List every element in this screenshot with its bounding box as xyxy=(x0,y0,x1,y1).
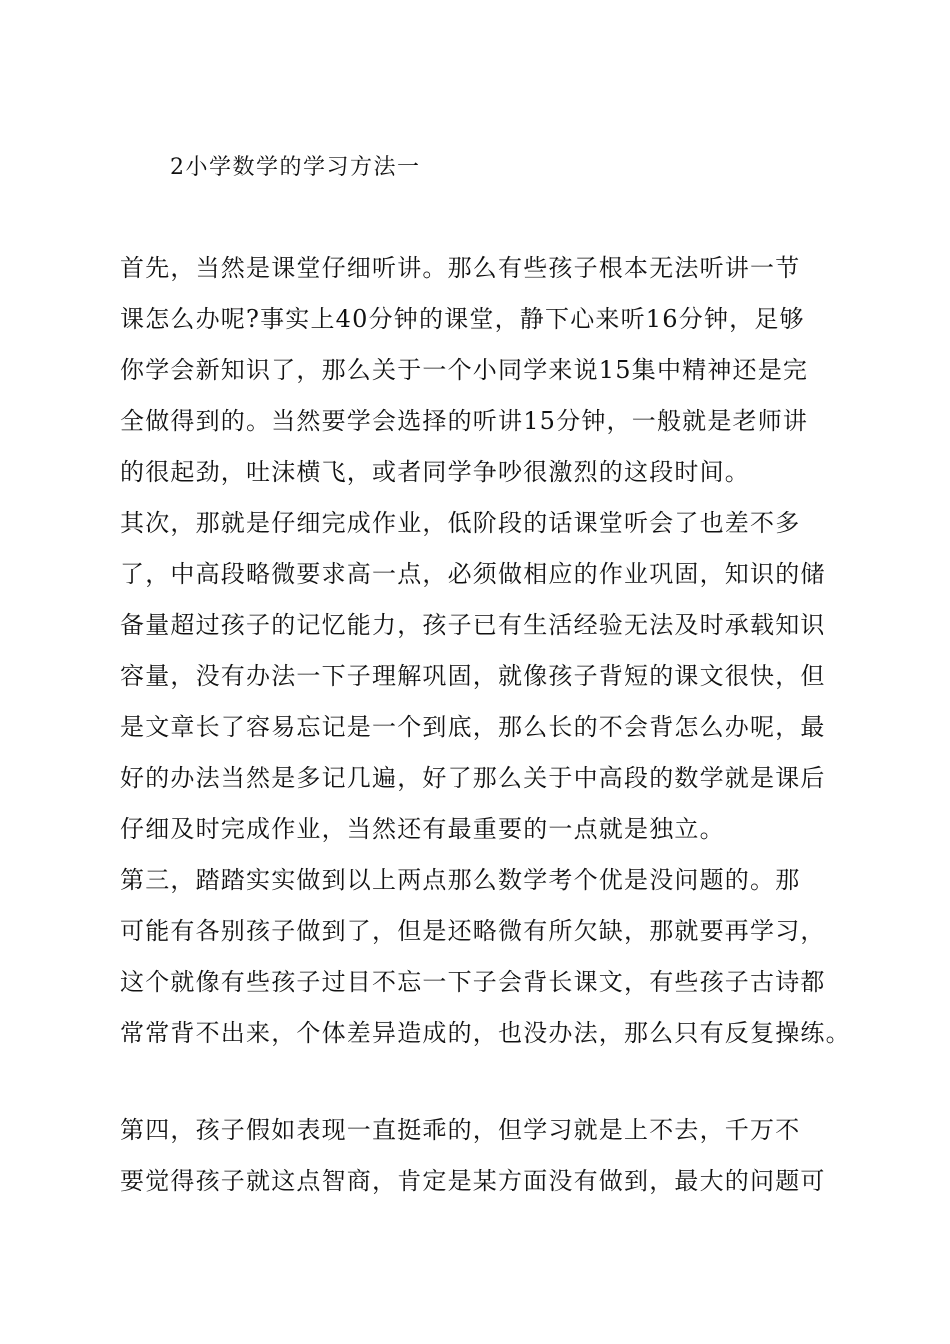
paragraph-line: 好的办法当然是多记几遍，好了那么关于中高段的数学就是课后 xyxy=(120,764,826,792)
paragraph-line: 可能有各别孩子做到了，但是还略微有所欠缺，那就要再学习， xyxy=(120,917,826,945)
paragraph-line: 第四，孩子假如表现一直挺乖的，但学习就是上不去，千万不 xyxy=(120,1116,801,1144)
paragraph-line: 全做得到的。当然要学会选择的听讲15分钟，一般就是老师讲 xyxy=(120,407,809,435)
paragraph-line: 常常背不出来，个体差异造成的，也没办法，那么只有反复操练。 xyxy=(120,1019,851,1047)
paragraph-line: 的很起劲，吐沫横飞，或者同学争吵很激烈的这段时间。 xyxy=(120,458,750,486)
paragraph-line: 课怎么办呢?事实上40分钟的课堂，静下心来听16分钟，足够 xyxy=(120,305,805,333)
paragraph-line: 你学会新知识了，那么关于一个小同学来说15集中精神还是完 xyxy=(120,356,809,384)
paragraph-line: 是文章长了容易忘记是一个到底，那么长的不会背怎么办呢，最 xyxy=(120,713,826,741)
paragraph-line: 仔细及时完成作业，当然还有最重要的一点就是独立。 xyxy=(120,815,725,843)
paragraph-line: 首先，当然是课堂仔细听讲。那么有些孩子根本无法听讲一节 xyxy=(120,254,801,282)
paragraph-line: 了，中高段略微要求高一点，必须做相应的作业巩固，知识的储 xyxy=(120,560,826,588)
paragraph-line: 备量超过孩子的记忆能力，孩子已有生活经验无法及时承载知识 xyxy=(120,611,826,639)
document-heading: 2小学数学的学习方法一 xyxy=(170,155,421,180)
paragraph-line: 第三，踏踏实实做到以上两点那么数学考个优是没问题的。那 xyxy=(120,866,801,894)
paragraph-line: 容量，没有办法一下子理解巩固，就像孩子背短的课文很快，但 xyxy=(120,662,826,690)
paragraph-line: 要觉得孩子就这点智商，肯定是某方面没有做到，最大的问题可 xyxy=(120,1167,826,1195)
paragraph-line: 这个就像有些孩子过目不忘一下子会背长课文，有些孩子古诗都 xyxy=(120,968,826,996)
paragraph-line: 其次，那就是仔细完成作业，低阶段的话课堂听会了也差不多 xyxy=(120,509,801,537)
